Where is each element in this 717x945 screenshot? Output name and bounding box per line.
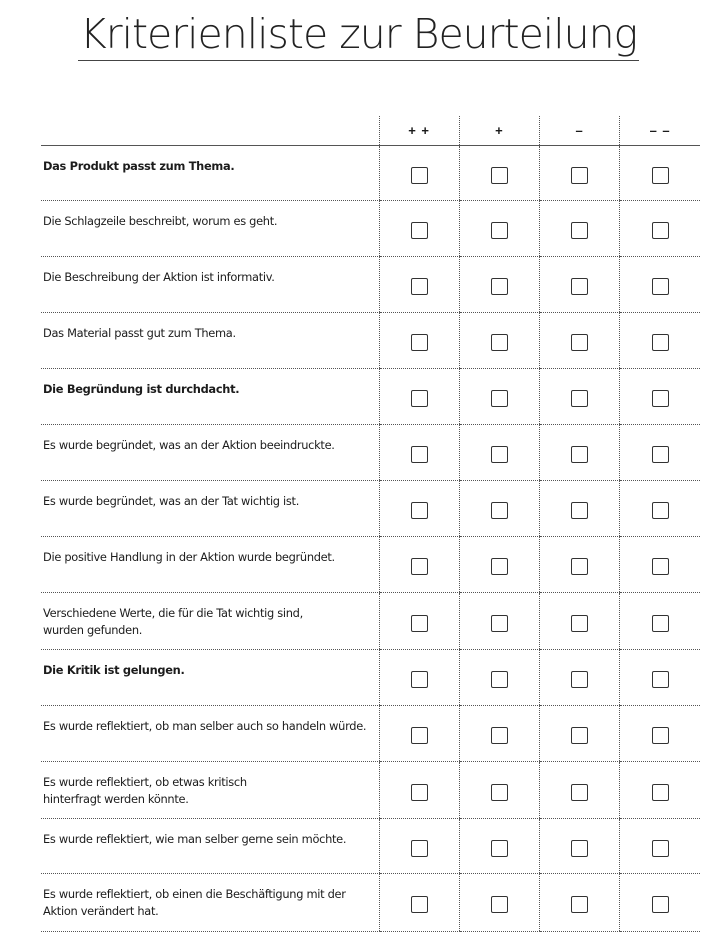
rating-checkbox-good[interactable] xyxy=(491,334,508,351)
rating-checkbox-very-poor[interactable] xyxy=(652,896,669,913)
rating-cell-poor xyxy=(540,706,620,762)
criterion-row xyxy=(41,201,700,257)
rating-cell-poor xyxy=(540,369,620,425)
rating-checkbox-very-poor[interactable] xyxy=(652,278,669,295)
title-area xyxy=(0,8,717,61)
rating-checkbox-good[interactable] xyxy=(491,840,508,857)
rating-cell-very-poor xyxy=(620,146,700,201)
criterion-text-line: Die Schlagzeile beschreibt, worum es geht. xyxy=(43,214,278,228)
criterion-text-line: Die Kritik ist gelungen. xyxy=(43,663,185,677)
criterion-row xyxy=(41,481,700,537)
rating-cell-good xyxy=(459,201,539,257)
criterion-row xyxy=(41,650,700,706)
rating-checkbox-very-good[interactable] xyxy=(411,222,428,239)
rating-checkbox-poor[interactable] xyxy=(571,784,588,801)
rating-cell-very-good xyxy=(379,481,459,537)
rating-cell-very-poor xyxy=(620,537,700,593)
rating-checkbox-good[interactable] xyxy=(491,896,508,913)
rating-cell-poor xyxy=(540,146,620,201)
criterion-text-line: Das Produkt passt zum Thema. xyxy=(43,159,235,173)
rating-checkbox-good[interactable] xyxy=(491,390,508,407)
rating-checkbox-very-poor[interactable] xyxy=(652,502,669,519)
rating-checkbox-very-poor[interactable] xyxy=(652,222,669,239)
rating-cell-poor xyxy=(540,819,620,874)
rating-checkbox-very-good[interactable] xyxy=(411,558,428,575)
rating-cell-very-poor xyxy=(620,201,700,257)
rating-checkbox-poor[interactable] xyxy=(571,222,588,239)
criterion-text-line: Aktion verändert hat. xyxy=(43,904,159,918)
rating-cell-poor xyxy=(540,425,620,481)
rating-cell-very-poor xyxy=(620,874,700,932)
rating-cell-very-good xyxy=(379,257,459,313)
rating-cell-very-poor xyxy=(620,425,700,481)
criterion-text xyxy=(41,481,379,537)
rating-cell-very-good xyxy=(379,425,459,481)
header-good: + xyxy=(459,116,539,146)
rating-checkbox-very-good[interactable] xyxy=(411,615,428,632)
criterion-text xyxy=(41,146,379,201)
criteria-table xyxy=(41,116,700,932)
criterion-text-line: hinterfragt werden könnte. xyxy=(43,792,189,806)
rating-cell-poor xyxy=(540,313,620,369)
rating-cell-very-good xyxy=(379,201,459,257)
rating-checkbox-good[interactable] xyxy=(491,222,508,239)
rating-checkbox-good[interactable] xyxy=(491,727,508,744)
criterion-text-line: Es wurde reflektiert, ob etwas kritisch xyxy=(43,775,247,789)
rating-cell-very-good xyxy=(379,313,459,369)
rating-cell-very-poor xyxy=(620,706,700,762)
rating-cell-good xyxy=(459,425,539,481)
rating-cell-good xyxy=(459,650,539,706)
rating-checkbox-very-good[interactable] xyxy=(411,390,428,407)
criterion-text-line: Verschiedene Werte, die für die Tat wichtig sind, xyxy=(43,606,303,620)
rating-cell-poor xyxy=(540,201,620,257)
criterion-row xyxy=(41,146,700,201)
rating-checkbox-good[interactable] xyxy=(491,558,508,575)
rating-checkbox-good[interactable] xyxy=(491,446,508,463)
rating-cell-very-good xyxy=(379,537,459,593)
rating-checkbox-poor[interactable] xyxy=(571,671,588,688)
rating-cell-good xyxy=(459,593,539,650)
rating-cell-very-good xyxy=(379,146,459,201)
rating-checkbox-very-good[interactable] xyxy=(411,334,428,351)
criterion-text xyxy=(41,257,379,313)
criterion-text-line: Es wurde reflektiert, ob einen die Beschäftigung mit der xyxy=(43,887,346,901)
rating-checkbox-very-poor[interactable] xyxy=(652,558,669,575)
rating-checkbox-poor[interactable] xyxy=(571,727,588,744)
rating-cell-good xyxy=(459,706,539,762)
rating-cell-good xyxy=(459,762,539,819)
rating-checkbox-very-poor[interactable] xyxy=(652,167,669,184)
rating-checkbox-good[interactable] xyxy=(491,784,508,801)
rating-checkbox-very-good[interactable] xyxy=(411,896,428,913)
criterion-text xyxy=(41,762,379,819)
rating-checkbox-very-poor[interactable] xyxy=(652,334,669,351)
criterion-row xyxy=(41,762,700,819)
rating-checkbox-poor[interactable] xyxy=(571,446,588,463)
rating-checkbox-very-good[interactable] xyxy=(411,727,428,744)
criterion-row xyxy=(41,425,700,481)
criterion-text xyxy=(41,369,379,425)
rating-cell-poor xyxy=(540,593,620,650)
rating-checkbox-very-good[interactable] xyxy=(411,502,428,519)
rating-cell-very-poor xyxy=(620,257,700,313)
page-title: Kriterienliste zur Beurteilung xyxy=(78,8,639,61)
rating-checkbox-very-good[interactable] xyxy=(411,840,428,857)
rating-checkbox-good[interactable] xyxy=(491,502,508,519)
rating-cell-very-poor xyxy=(620,369,700,425)
criterion-text xyxy=(41,819,379,874)
criterion-text xyxy=(41,706,379,762)
rating-checkbox-poor[interactable] xyxy=(571,558,588,575)
rating-cell-poor xyxy=(540,257,620,313)
rating-checkbox-very-poor[interactable] xyxy=(652,671,669,688)
rating-checkbox-poor[interactable] xyxy=(571,167,588,184)
criterion-text-line: Es wurde reflektiert, wie man selber gerne sein möchte. xyxy=(43,832,347,846)
rating-cell-very-good xyxy=(379,650,459,706)
rating-cell-very-poor xyxy=(620,762,700,819)
rating-checkbox-very-poor[interactable] xyxy=(652,615,669,632)
rating-checkbox-very-poor[interactable] xyxy=(652,446,669,463)
criterion-text-line: wurden gefunden. xyxy=(43,623,143,637)
rating-cell-poor xyxy=(540,650,620,706)
header-very-good: + + xyxy=(379,116,459,146)
criterion-row xyxy=(41,819,700,874)
rating-cell-very-good xyxy=(379,819,459,874)
rating-cell-good xyxy=(459,369,539,425)
criterion-text-line: Es wurde begründet, was an der Tat wichtig ist. xyxy=(43,494,300,508)
rating-cell-poor xyxy=(540,874,620,932)
rating-checkbox-poor[interactable] xyxy=(571,840,588,857)
rating-cell-very-good xyxy=(379,874,459,932)
rating-cell-poor xyxy=(540,537,620,593)
criterion-row xyxy=(41,706,700,762)
rating-cell-good xyxy=(459,537,539,593)
rating-cell-poor xyxy=(540,481,620,537)
rating-cell-poor xyxy=(540,762,620,819)
rating-cell-very-good xyxy=(379,369,459,425)
criterion-text xyxy=(41,537,379,593)
criterion-text-line: Das Material passt gut zum Thema. xyxy=(43,326,236,340)
rating-checkbox-poor[interactable] xyxy=(571,896,588,913)
rating-cell-very-poor xyxy=(620,313,700,369)
criterion-text-line: Es wurde begründet, was an der Aktion beeindruckte. xyxy=(43,438,335,452)
rating-cell-very-good xyxy=(379,706,459,762)
criterion-text-line: Die Begründung ist durchdacht. xyxy=(43,382,240,396)
rating-cell-very-poor xyxy=(620,481,700,537)
criterion-text xyxy=(41,874,379,932)
rating-checkbox-poor[interactable] xyxy=(571,502,588,519)
header-poor: – xyxy=(540,116,620,146)
criterion-text-line: Die Beschreibung der Aktion ist informativ. xyxy=(43,270,275,284)
rating-checkbox-very-good[interactable] xyxy=(411,167,428,184)
rating-checkbox-good[interactable] xyxy=(491,615,508,632)
rating-checkbox-very-poor[interactable] xyxy=(652,840,669,857)
rating-checkbox-poor[interactable] xyxy=(571,390,588,407)
rating-checkbox-very-good[interactable] xyxy=(411,446,428,463)
criterion-row xyxy=(41,313,700,369)
criterion-text xyxy=(41,201,379,257)
rating-cell-good xyxy=(459,313,539,369)
rating-checkbox-poor[interactable] xyxy=(571,615,588,632)
rating-checkbox-very-good[interactable] xyxy=(411,671,428,688)
criterion-row xyxy=(41,537,700,593)
rating-cell-very-poor xyxy=(620,593,700,650)
rating-cell-very-good xyxy=(379,593,459,650)
rating-cell-good xyxy=(459,874,539,932)
rating-checkbox-very-good[interactable] xyxy=(411,784,428,801)
criterion-text xyxy=(41,425,379,481)
rating-cell-good xyxy=(459,146,539,201)
criterion-text-line: Es wurde reflektiert, ob man selber auch so handeln würde. xyxy=(43,719,367,733)
rating-checkbox-poor[interactable] xyxy=(571,278,588,295)
criterion-text xyxy=(41,313,379,369)
rating-cell-good xyxy=(459,819,539,874)
criterion-row xyxy=(41,874,700,932)
criterion-row xyxy=(41,593,700,650)
criterion-row xyxy=(41,369,700,425)
header-row xyxy=(41,116,700,146)
rating-cell-good xyxy=(459,481,539,537)
criterion-text-line: Die positive Handlung in der Aktion wurde begründet. xyxy=(43,550,335,564)
criterion-text xyxy=(41,650,379,706)
rating-checkbox-very-poor[interactable] xyxy=(652,390,669,407)
criterion-text xyxy=(41,593,379,650)
criterion-row xyxy=(41,257,700,313)
header-criterion xyxy=(41,116,379,146)
header-very-poor: – – xyxy=(620,116,700,146)
rating-checkbox-very-good[interactable] xyxy=(411,278,428,295)
rating-cell-very-good xyxy=(379,762,459,819)
rating-cell-very-poor xyxy=(620,650,700,706)
rating-checkbox-poor[interactable] xyxy=(571,334,588,351)
rating-checkbox-good[interactable] xyxy=(491,671,508,688)
criteria-body xyxy=(41,146,700,932)
rating-checkbox-very-poor[interactable] xyxy=(652,727,669,744)
rating-checkbox-very-poor[interactable] xyxy=(652,784,669,801)
rating-cell-very-poor xyxy=(620,819,700,874)
rating-cell-good xyxy=(459,257,539,313)
rating-checkbox-good[interactable] xyxy=(491,278,508,295)
rating-checkbox-good[interactable] xyxy=(491,167,508,184)
